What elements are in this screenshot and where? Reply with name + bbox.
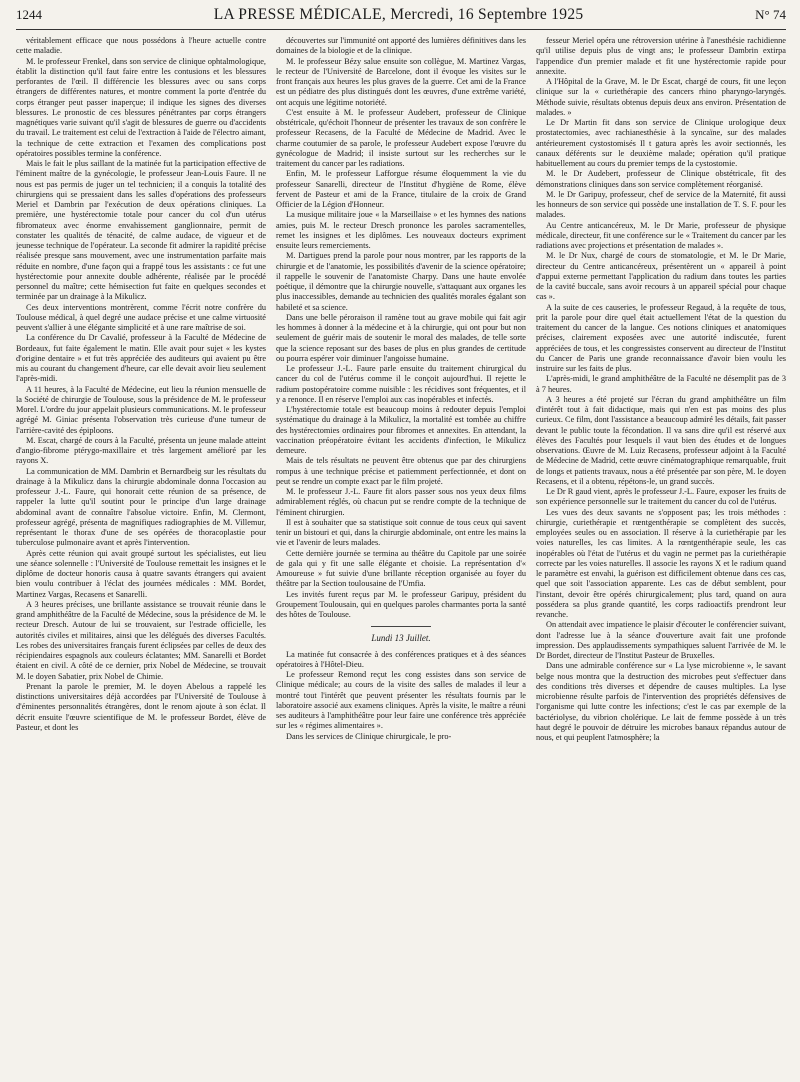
- paragraph: M. le Dr Audebert, professeur de Clinique obstétricale, fit des démonstrations cliniques dans son service complètement réorganisé.: [536, 169, 786, 189]
- section-divider: [371, 626, 431, 627]
- paragraph: Dans une belle péroraison il ramène tout au grave mobile qui fait agir les hommes à donner à la médecine et à la chirurgie, qui ont pour but non seulement de guérir mais de soutenir le moral des malades, de telle sorte que la science reposant sur des bases de plus en plus grandes de certitude ou pourra espérer voir diminuer l'angoisse humaine.: [276, 312, 526, 363]
- paragraph: La conférence du Dr Cavalié, professeur à la Faculté de Médecine de Bordeaux, fut faite également le matin. Elle avait pour sujet « les kystes d'origine dentaire » et fut très appréciée des auditeurs qui avaient pu être mis au courant du changement d'heure, car elle devait avoir lieu seulement l'après-midi.: [16, 333, 266, 384]
- paragraph: M. le Dr Garipuy, professeur, chef de service de la Maternité, fit aussi les honneurs de son service qui possède une installation de T. S. F. pour les malades.: [536, 189, 786, 220]
- page-header: [16, 6, 786, 30]
- paragraph: Mais le fait le plus saillant de la matinée fut la participation effective de l'éminent maître de la gynécologie, le professeur Jean-Louis Faure. Il ne nous est pas permis de juger un tel technicien; il a conquis la totalité des chirurgiens qui se pressaient dans les salles d'opérations des professeurs Meriel et Dambrin par l'exécution de deux opérations cliniques. La première, une hystérectomie totale pour cancer du col d'un utérus fibromateux avec énorme envahissement ganglionnaire, permit de constater les qualités de ténacité, de calme audace, de vigueur et de jeunesse technique de l'opérateur. La seconde fit admirer la rapidité précise réalisée presque sans mouvement, avec une instrumentation parfaite mais réduite en nombre, d'une façon qui a frappé tous les assistants : ce fut une hystérectomie pour annexite double adhérente, réalisée par le procédé personnel du maître; cette hémisection fut faite en quelques secondes et terminée par un drainage à la Mikulicz.: [16, 159, 266, 302]
- paragraph: M. Escat, chargé de cours à la Faculté, présenta un jeune malade atteint d'angio-fibrome ptérygo-maxillaire et très largement amélioré par les rayons X.: [16, 435, 266, 466]
- paragraph: M. le professeur J.-L. Faure fit alors passer sous nos yeux deux films admirablement réglés, où chacun put se rendre compte de la technique de l'éminent chirurgien.: [276, 487, 526, 517]
- page-number: 1244: [16, 7, 42, 22]
- paragraph: Enfin, M. le professeur Lafforgue résume éloquemment la vie du professeur Sanarelli, directeur de l'Institut d'hygiène de Rome, élève fervent de Pasteur et ami de la France, titulaire de la croix de Grand Officier de la Légion d'Honneur.: [276, 169, 526, 209]
- paragraph: Il est à souhaiter que sa statistique soit connue de tous ceux qui savent tenir un bistouri et qui, dans la chirurgie abdominale, ont entre les mains la vie et l'avenir de leurs malades.: [276, 517, 526, 548]
- paragraph: Dans une admirable conférence sur « La lyse microbienne », le savant belge nous montra que la destruction des microbes peut s'effectuer dans des conditions très diverses et dépendre de causes multiples. La lyse microbienne résulte parfois de l'intervention des propriétés défensives de l'organisme qui lutte contre les infections; c'est le cas par exemple de la bactériolyse, du vibrion cholérique. Le lait de femme possède à un très haut degré le pouvoir de détruire les microbes banaux répandus autour de nous, et qui peuplent l'atmosphère; la: [536, 661, 786, 742]
- paragraph: Le Dr R gaud vient, après le professeur J.-L. Faure, exposer les fruits de son expérience personnelle sur le traitement du cancer du col de l'utérus.: [536, 487, 786, 507]
- paragraph: Cette dernière journée se termina au théâtre du Capitole par une soirée de gala qui y fit une salle élégante et choisie. La représentation d'« Amoureuse » fut suivie d'une brillante réception organisée au foyer du théâtre par la Section toulousaine de l'Umfia.: [276, 548, 526, 589]
- paragraph: La communication de MM. Dambrin et Bernardbeig sur les résultats du drainage à la Mikulicz dans la chirurgie abdominale donna l'occasion au professeur J.-L. Faure, qui honorait cette réunion de sa présence, de rappeler la lutte qu'il soutint pour le principe d'un large drainage abdominal avant de connaître l'absolue victoire. Enfin, M. Clermont, professeur agrégé, présenta de magnifiques radiographies de M. Villemur, représentant le thorax d'une de ses opérées de thoracoplastie pour tuberculose pulmonaire avant et après l'intervention.: [16, 466, 266, 548]
- paragraph: M. Dartigues prend la parole pour nous montrer, par les rapports de la chirurgie et de l'anatomie, les possibilités d'avenir de la science opératoire; il rappelle le souvenir de l'anatomiste Charpy. Dans une haute envolée poétique, il démontre que la chirurgie nouvelle, s'attaquant aux organes les plus inaccessibles, demande au technicien des qualités morales égalant son habileté et sa science.: [276, 251, 526, 312]
- paragraph: Ces deux interventions montrèrent, comme l'écrit notre confrère du Toulouse médical, à quel degré une audace précise et une calme virtuosité peuvent s'allier à une élégante simplicité et à une rare maîtrise de soi.: [16, 302, 266, 332]
- column-middle: [276, 36, 526, 1076]
- paragraph: M. le professeur Bézy salue ensuite son collègue, M. Martinez Vargas, le recteur de l'Université de Barcelone, dont il évoque les visites sur le front français aux heures les plus graves de la guerre. Cet ami de la France est un pédiatre des plus distingués dont les œuvres, d'une extrême variété, ont acquis une légitime notoriété.: [276, 56, 526, 107]
- paragraph: On attendait avec impatience le plaisir d'écouter le conférencier suivant, dont l'adresse lue à la séance d'ouverture avait fait une profonde impression. Des applaudissements sympathiques saluent l'arrivée de M. le Dr Bordet, directeur de l'Institut Pasteur de Bruxelles.: [536, 620, 786, 660]
- paragraph: C'est ensuite à M. le professeur Audebert, professeur de Clinique obstétricale, qu'échoit l'honneur de présenter les travaux de son confrère le professeur Recasens, de la Faculté de Médecine de Madrid. Avec le charme coutumier de sa parole, le professeur Audebert expose l'œuvre du gynécologue de Madrid; il insiste surtout sur les recherches sur le traitement du cancer par les radiations.: [276, 107, 526, 168]
- paragraph: Prenant la parole le premier, M. le doyen Abelous a rappelé les distinctions universitaires déjà accordées par l'Université de Toulouse à d'éminentes personnalités étrangères, dont le renom ajoute à son éclat. Il décrit ensuite l'œuvre scientifique de M. le professeur Bordet, élève de Pasteur, et dont les: [16, 681, 266, 732]
- paragraph: A la suite de ces causeries, le professeur Regaud, à la requête de tous, prit la parole pour dire quel était actuellement l'état de la question du traitement du cancer de la langue. Ces notions cliniques et anatomiques précises, clairement exposées avec une autorité indiscutée, furent appréciées de tous, et les congressistes conservent au directeur de l'Institut du Cancer de Paris une grande reconnaissance d'avoir bien voulu les instruire sur les faits de plus.: [536, 302, 786, 373]
- paragraph: M. le Dr Nux, chargé de cours de stomatologie, et M. le Dr Marie, directeur du Centre anticancéreux, présentèrent un « appareil à point d'appui externe permettant l'application du radium dans toutes les parties de la cavité buccale, sans avoir recours à un appareil spécial pour chaque cas ».: [536, 251, 786, 302]
- paragraph: L'hystérectomie totale est beaucoup moins à redouter depuis l'emploi systématique du drainage à la Mikulicz, la mortalité est tombée au chiffre des hystérectomies ordinaires pour fibromes et annexites. En attendant, la vaccination préopératoire évitant les accidents d'infection, le Mikulicz demeure.: [276, 405, 526, 455]
- paragraph: Le professeur Remond reçut les cong essistes dans son service de Clinique médicale; au cours de la visite des salles de malades il leur a montré tout l'intérêt que peuvent présenter les résultats fournis par le laboratoire associé aux examens cliniques. Après la visite, le maître a réuni ses auditeurs à l'amphithéâtre pour leur faire une conférence très appréciée sur les « régimes alimentaires ».: [276, 670, 526, 731]
- column-left: [16, 36, 266, 1076]
- paragraph: A 3 heures a été projeté sur l'écran du grand amphithéâtre un film d'intérêt tout à fait didactique, mais qui n'en est pas moins des plus curieux. Ce film, dont l'assistance a beaucoup admiré les détails, fait passer devant le public toute la fécondation. Il va sans dire qu'il est réservé aux élèves des Facultés pour lesquels il vaut bien des études et de longues observations. Œuvre de M. Luiz Recasens, professeur adjoint à la Faculté de Médecine de Madrid, cette œuvre cinématographique remarquable, fruit de longs et patients travaux, nous a été présentée par son père, M. le doyen Recasens, et il a obtenu, répétons-le, un grand succès.: [536, 394, 786, 486]
- paragraph: découvertes sur l'immunité ont apporté des lumières définitives dans les domaines de la biologie et de la clinique.: [276, 36, 526, 56]
- paragraph: Le Dr Martin fit dans son service de Clinique urologique deux prostatectomies, avec rachianesthésie à la syncaïne, sur des malades antérieurement cystostomisés Il t gatura après les avoir sectionnés, les canaux déférents sur le deuxième malade; opération qu'il pratique habituellement au cours du premier temps de la cystostomie.: [536, 118, 786, 168]
- paragraph: fesseur Meriel opéra une rétroversion utérine à l'anesthésie rachidienne qu'il utilise depuis plus de vingt ans; le professeur Dambrin extirpa l'appendice d'un premier malade et fit une hystérectomie rapide pour annexite.: [536, 36, 786, 76]
- column-right: [536, 36, 786, 1076]
- paragraph: Après cette réunion qui avait groupé surtout les spécialistes, eut lieu une séance solennelle : l'Université de Toulouse remettait les insignes et le diplôme de docteur honoris causa à quatre savants étrangers qui avaient bien voulu contribuer à l'éclat des journées médicales : MM. Bordet, Martinez Vargas, Recasens et Sanarelli.: [16, 548, 266, 599]
- text-columns: [16, 36, 786, 1076]
- paragraph: A 11 heures, à la Faculté de Médecine, eut lieu la réunion mensuelle de la Société de chirurgie de Toulouse, sous la présidence de M. le professeur Morel. L'ordre du jour appelait plusieurs communications. M. le professeur agrégé M. Giniac présenta l'observation très curieuse d'une tumeur de l'arrière-cavité des épiploons.: [16, 384, 266, 435]
- paragraph: A 3 heures précises, une brillante assistance se trouvait réunie dans le grand amphithéâtre de la Faculté de Médecine, sous la présidence de M. le recteur Dresch. Autour de lui se trouvaient, sur l'estrade officielle, les autorités civiles et militaires, ainsi que les délégués des diverses Facultés. Les robes des universitaires français furent éclipsées par celles de deux des récipiendaires espagnols aux couleurs éclatantes; MM. Sanarelli et Bordet étaient en civil. A côté de ce dernier, prix Nobel de Médecine, se trouvait M. le doyen Sabatier, prix Nobel de Chimie.: [16, 599, 266, 681]
- paragraph: Le professeur J.-L. Faure parle ensuite du traitement chirurgical du cancer du col de l'utérus comme il le conçoit aujourd'hui. Il rejette le radium postopératoire comme nuisible : les récidives sont fréquentes, et il y a renonce. Il en réserve l'emploi aux cas inopérables et infectés.: [276, 364, 526, 404]
- paragraph: La musique militaire joue « la Marseillaise » et les hymnes des nations amies, puis M. le recteur Dresch prononce les paroles sacramentelles, remet les insignes et les diplômes. Les nouveaux docteurs expriment ensuite leurs remerciements.: [276, 210, 526, 250]
- paragraph: Dans les services de Clinique chirurgicale, le pro-: [286, 731, 452, 741]
- paragraph: La matinée fut consacrée à des conférences pratiques et à des séances opératoires à l'Hôtel-Dieu.: [276, 649, 526, 669]
- issue-number: N° 74: [755, 7, 786, 22]
- section-heading: Lundi 13 Juillet.: [371, 633, 431, 644]
- paragraph: L'après-midi, le grand amphithéâtre de la Faculté ne désemplit pas de 3 à 7 heures.: [536, 374, 786, 394]
- journal-title: LA PRESSE MÉDICALE, Mercredi, 16 Septembre 1925: [213, 6, 584, 23]
- paragraph: Les vues des deux savants ne s'opposent pas; les trois méthodes : chirurgie, curiethérapie et rœntgenthérapie se complètent des succès, employées seules ou en association. Il réserve à la curiethérapie par les voies naturelles, les cas limites. A la rœntgenthérapie seule, les cas inopérables où l'état de l'utérus et du vagin ne permet pas la curiethérapie correcte par les voies naturelles. Il associe les rayons X et le radium quand le paramètre est envahi, la guérison est difficilement obtenue dans ces cas, quel que soit l'association apparente. Les cas de début semblent, pour l'instant, devoir être opérés chirurgicalement; plus tard, quand on aura possédera sa plus grande quantité, les corps radioactifs prendront leur revanche.: [536, 507, 786, 619]
- paragraph: Les invités furent reçus par M. le professeur Garipuy, président du Groupement Toulousain, qui en quelques paroles charmantes porta la santé des hôtes de Toulouse.: [276, 589, 526, 619]
- paragraph: A l'Hôpital de la Grave, M. le Dr Escat, chargé de cours, fit une leçon clinique sur la « curiethérapie des cancers rhino pharyngo-laryngés. Méthode suivie, résultats obtenus depuis deux ans environ. Présentation de malades. »: [536, 77, 786, 117]
- paragraph: Mais de tels résultats ne peuvent être obtenus que par des chirurgiens rompus à une technique précise et patiemment perfectionnée, et dont on peut se rendre un compte exact par le film projeté.: [276, 456, 526, 486]
- paragraph: Au Centre anticancéreux, M. le Dr Marie, professeur de physique médicale, directeur, fit une conférence sur le « Traitement du cancer par les radiations avec projections et présentation de malades ».: [536, 220, 786, 250]
- paragraph: M. le professeur Frenkel, dans son service de clinique ophtalmologique, établit la distinction qu'il faut faire entre les contusions et les blessures perforantes de l'œil. Il différencie les blessures avec ou sans corps étrangers de différentes natures, et montre comment la porte d'entrée du corps étranger peut passer inaperçue; il indique les signes des diverses blessures. Le pronostic de ces blessures pénétrantes par corps étrangers magnétiques varie suivant qu'il s'agit de blessures de guerre ou d'accidents du travail. Le traitement est celui de l'extraction à l'aide de l'électro aimant, la technique de cette extraction et l'examen des complications post opératoires possibles termine la conférence.: [16, 56, 266, 158]
- paragraph: véritablement efficace que nous possédons à l'heure actuelle contre cette maladie.: [16, 36, 266, 56]
